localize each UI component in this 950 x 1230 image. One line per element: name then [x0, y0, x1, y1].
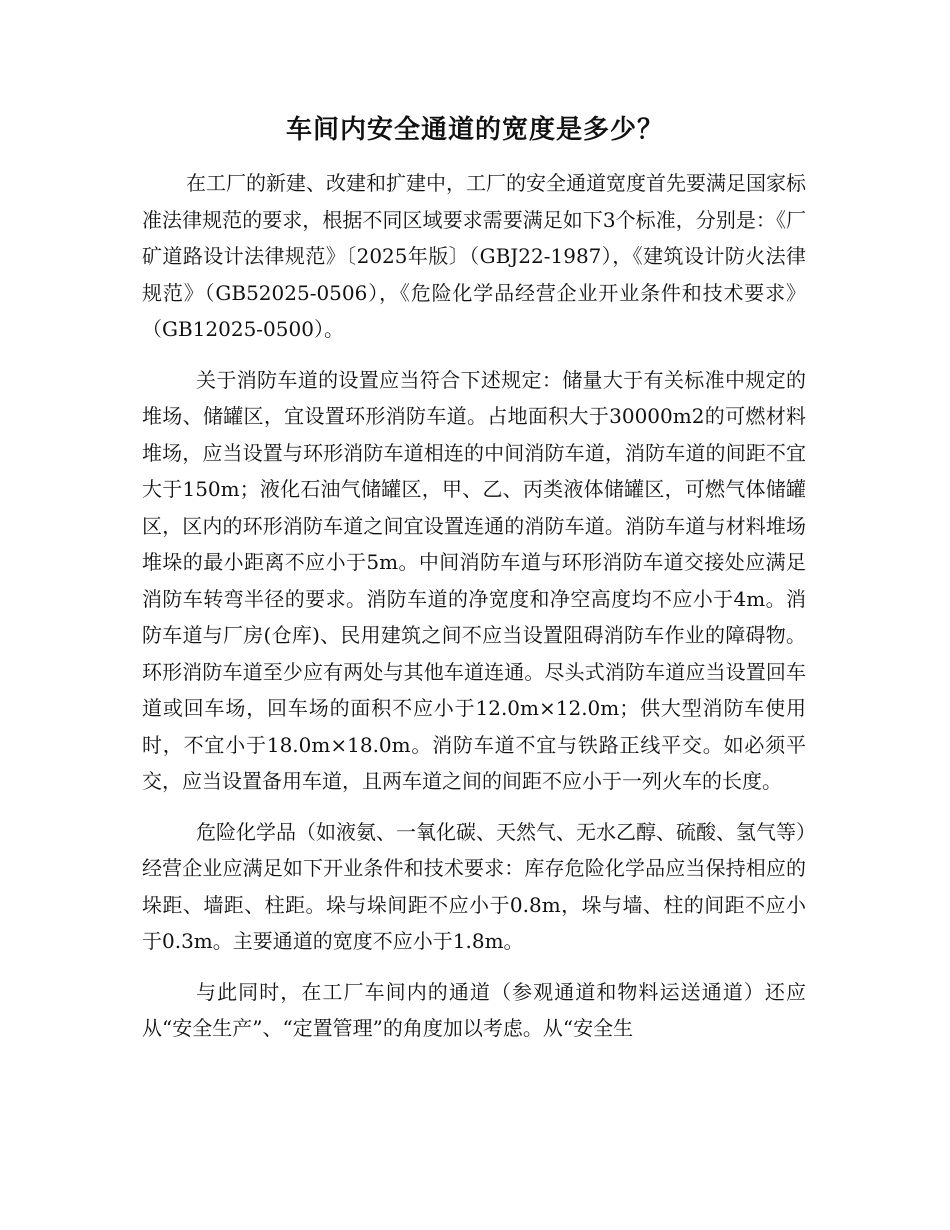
paragraph-fire-lanes: 关于消防车道的设置应当符合下述规定：储量大于有关标准中规定的堆场、储罐区，宜设置环形消防车道。占地面积大于30000m2的可燃材料堆场，应当设置与环形消防车道相连的中间消防车道，消防车道的间距不宜大于150m；液化石油气储罐区，甲、乙、丙类液体储罐区，可燃气体储罐区，区内的环形消防车道之间宜设置连通的消防车道。消防车道与材料堆场堆垛的最小距离不应小于5m。中间消防车道与环形消防车道交接处应满足消防车转弯半径的要求。消防车道的净宽度和净空高度均不应小于4m。消防车道与厂房(仓库)、民用建筑之间不应当设置阻碍消防车作业的障碍物。环形消防车道至少应有两处与其他车道连通。尽头式消防车道应当设置回车道或回车场，回车场的面积不应小于12.0m×12.0m；供大型消防车使用时，不宜小于18.0m×18.0m。消防车道不宜与铁路正线平交。如必须平交，应当设置备用车道，且两车道之间的间距不应小于一列火车的长度。 [142, 367, 806, 793]
paragraph-hazardous-chemicals: 危险化学品（如液氨、一氧化碳、天然气、无水乙醇、硫酸、氢气等）经营企业应满足如下开业条件和技术要求：库存危险化学品应当保持相应的垛距、墙距、柱距。垛与垛间距不应小于0.8m，垛与墙、柱的间距不应小于0.3m。主要通道的宽度不应小于1.8m。 [142, 819, 806, 953]
paragraph-standards: 在工厂的新建、改建和扩建中，工厂的安全通道宽度首先要满足国家标准法律规范的要求，根据不同区域要求需要满足如下3个标准，分别是：《厂矿道路设计法律规范》〔2025年版〕（GBJ22-1987），《建筑设计防火法律规范》（GB52025-0506），《危险化学品经营企业开业条件和技术要求》（GB12025-0500）。 [142, 171, 806, 341]
paragraph-workshop-passages: 与此同时，在工厂车间内的通道（参观通道和物料运送通道）还应从“安全生产”、“定置管理”的角度加以考虑。从“安全生 [142, 979, 806, 1040]
document-body [142, 165, 806, 1047]
document-title: 车间内安全通道的宽度是多少？ [285, 115, 664, 145]
